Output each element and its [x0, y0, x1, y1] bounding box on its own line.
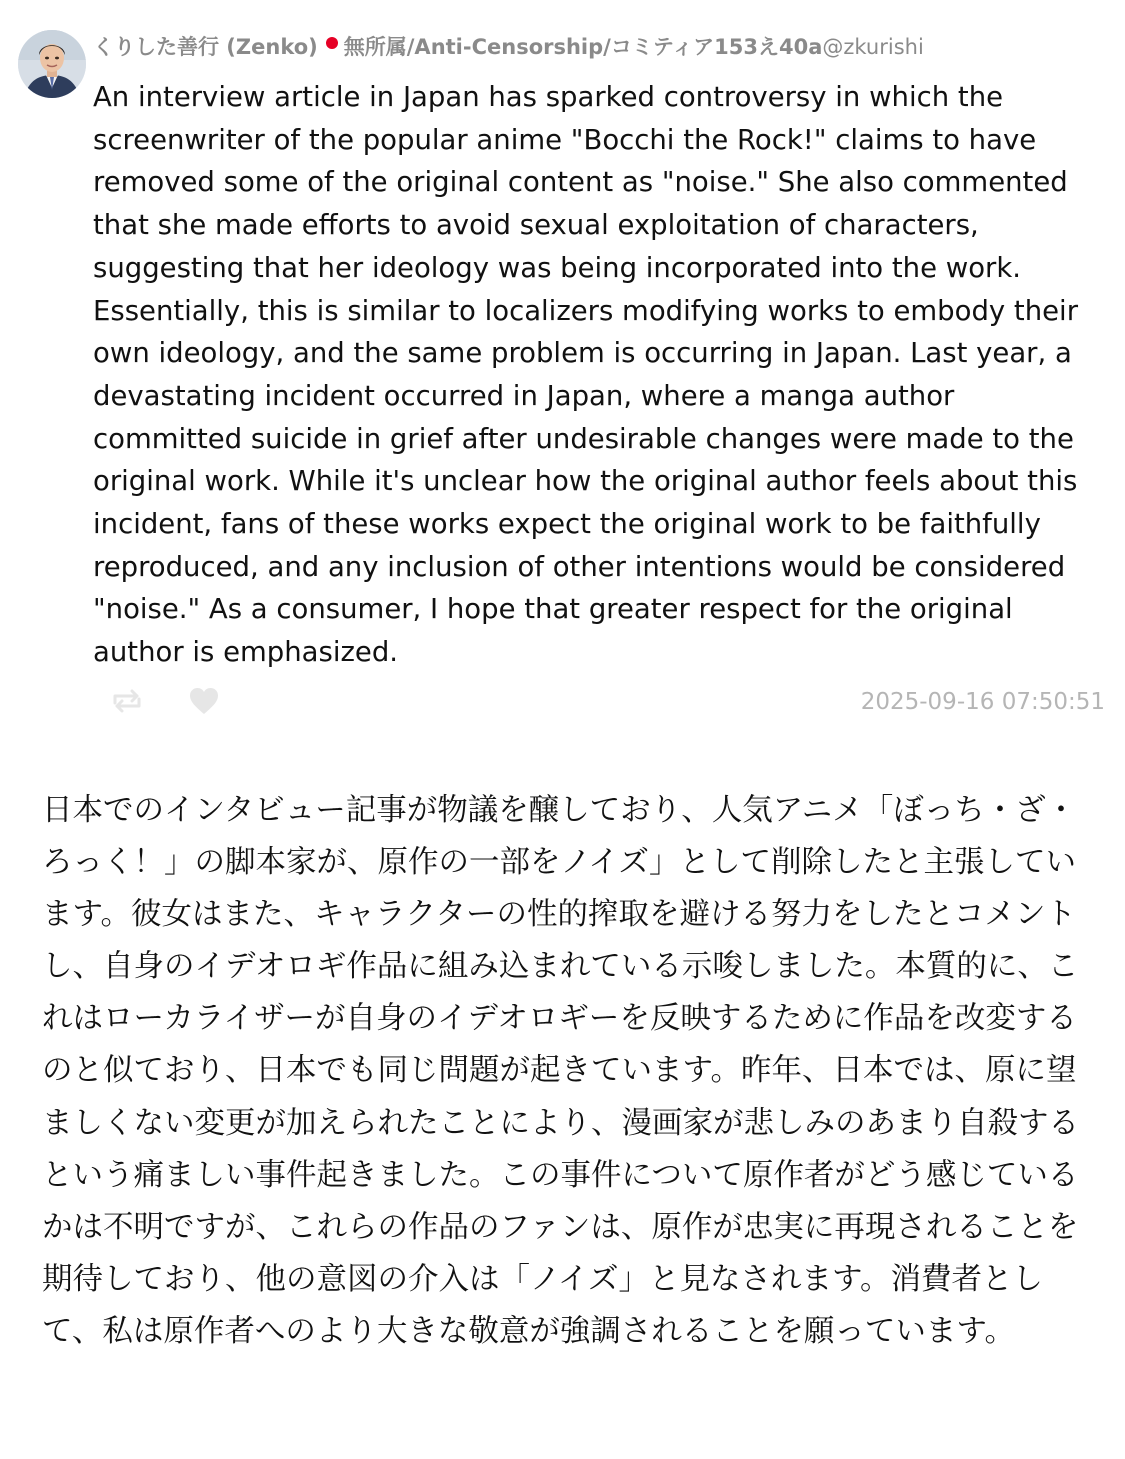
translation-text: 日本でのインタビュー記事が物議を醸しており、人気アニメ「ぼっち・ざ・ろっく！」の脚本家が、原作の一部をノイズ」として削除したと主張しています。彼女はまた、キャラクターの性的搾取を避ける努力をしたとコメントし、自身のイデオロギ作品に組み込まれている示唆しました。本質的に、これはローカライザーが自身のイデオロギーを反映するために作品を改変するのと似ており、日本でも同じ問題が起きています。昨年、日本では、原に望ましくない変更が加えられたことにより、漫画家が悲しみのあまり自殺するという痛ましい事件起きました。この事件について原作者がどう感じているかは不明ですが、これらの作品のファンは、原作が忠実に再現されることを期待しており、他の意図の介入は「ノイズ」と見なされます。消費者として、私は原作者へのより大きな敬意が強調されることを願っています。: [42, 793, 1079, 1349]
display-name[interactable]: くりした善行 (Zenko): [93, 35, 318, 59]
post-header: [93, 32, 1103, 62]
avatar[interactable]: [18, 30, 86, 98]
japan-flag-icon: [322, 32, 342, 54]
heart-icon: [188, 686, 220, 716]
affiliation: 無所属/Anti-Censorship/コミティア153え40a: [343, 35, 823, 59]
post-actions: [110, 686, 220, 720]
avatar-photo: [18, 30, 86, 98]
post-timestamp: 2025-09-16 07:50:51: [860, 689, 1105, 715]
post-text: An interview article in Japan has sparked controversy in which the screenwriter of the popular anime "Bocchi the Rock!" claims to have removed some of the original content as "noise." She also commented that she made efforts to avoid sexual exploitation of characters, suggesting that her ideology was being incorporated into the work. Essentially, this is similar to localizers modifying works to embody their own ideology, and the same problem is occurring in Japan. Last year, a devastating incident occurred in Japan, where a manga author committed suicide in grief after undesirable changes were made to the original work. While it's unclear how the original author feels about this incident, fans of these works expect the original work to be faithfully reproduced, and any inclusion of other intentions would be considered "noise." As a consumer, I hope that greater respect for the original author is emphasized.: [93, 81, 1079, 669]
repost-icon: [110, 686, 144, 716]
repost-button[interactable]: [110, 686, 144, 720]
user-handle[interactable]: @zkurishi: [822, 35, 924, 59]
post-body: [93, 32, 1103, 674]
like-button[interactable]: [188, 686, 220, 720]
